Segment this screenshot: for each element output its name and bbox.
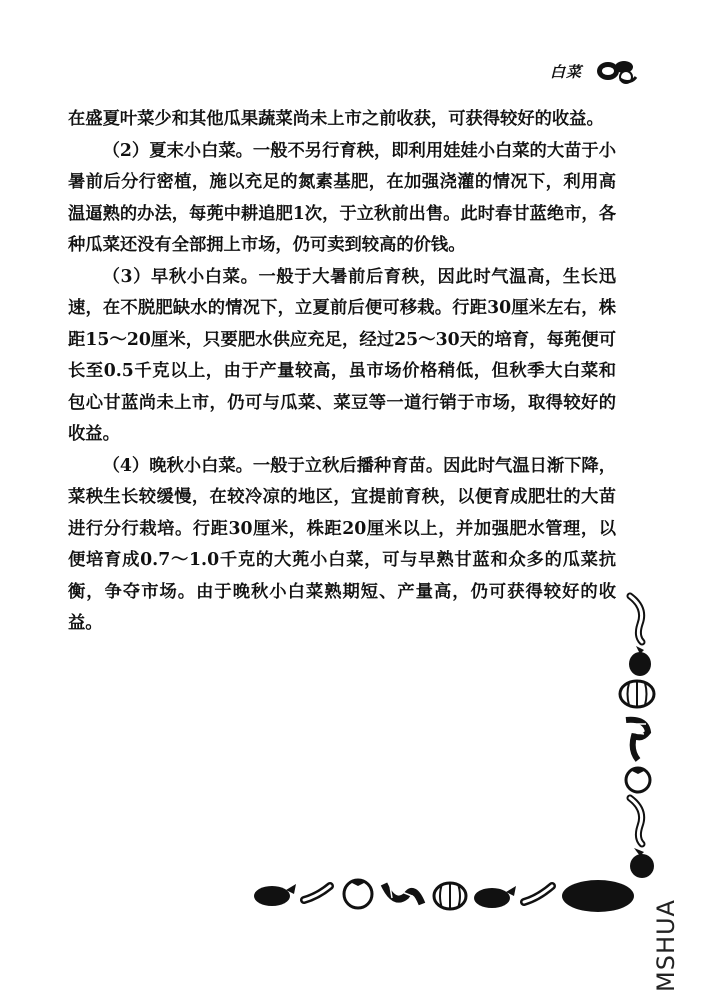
cucumber-icon [524, 886, 552, 902]
pumpkin-icon [620, 681, 654, 707]
text-body [68, 104, 616, 640]
running-header [550, 56, 638, 86]
cucumber-icon [630, 596, 642, 642]
paragraph-late-autumn: （4）晚秋小白菜。一般于立秋后播种育苗。因此时气温日渐下降，菜秧生长较缓慢，在较冷凉的地区，宜提前育秧，以便育成肥壮的大苗进行分行栽培。行距30厘米，株距20厘米以上，并加强肥水管理，以便培育成0.7～1.0千克的大蔸小白菜，可与早熟甘蓝和众多的瓜菜抗衡，争夺市场。由于晚秋小白菜熟期短、产量高，仍可获得较好的收益。 [68, 455, 616, 633]
watermark: MSHUA [652, 899, 680, 992]
vegetable-cluster-icon [594, 57, 638, 85]
paragraph-continuation: 在盛夏叶菜少和其他瓜果蔬菜尚未上市之前收获，可获得较好的收益。 [68, 109, 604, 129]
eggplant-icon [474, 886, 516, 908]
pepper-icon [384, 884, 422, 904]
paragraph-early-autumn: （3）早秋小白菜。一般于大暑前后育秧，因此时气温高，生长迅速，在不脱肥缺水的情况下，立夏前后便可移栽。行距30厘米左右，株距15～20厘米，只要肥水供应充足，经过25～30天的培育，每蔸便可长至0.5千克以上，由于产量较高，虽市场价格稍低，但秋季大白菜和包心甘蓝尚未上市，仍可与瓜菜、菜豆等一道行销于市场，取得较好的收益。 [68, 266, 616, 444]
side-ornament-column [612, 590, 662, 880]
gourd-icon [562, 880, 634, 912]
bottom-ornament-row [252, 866, 638, 916]
eggplant-icon [254, 884, 296, 906]
cucumber-icon [304, 886, 330, 900]
tomato-icon [344, 879, 372, 908]
pumpkin-icon [434, 883, 466, 909]
pepper-icon [626, 720, 648, 760]
eggplant-icon [629, 646, 651, 676]
cucumber-icon [630, 798, 642, 844]
header-title: 白菜 [549, 62, 582, 81]
tomato-icon [626, 768, 650, 792]
paragraph-summer-end: （2）夏末小白菜。一般不另行育秧，即利用娃娃小白菜的大苗于小暑前后分行密植，施以充足的氮素基肥，在加强浇灌的情况下，利用高温逼熟的办法，每蔸中耕追肥1次，于立秋前出售。此时春甘蓝绝市，各种瓜菜还没有全部拥上市场，仍可卖到较高的价钱。 [68, 140, 616, 255]
